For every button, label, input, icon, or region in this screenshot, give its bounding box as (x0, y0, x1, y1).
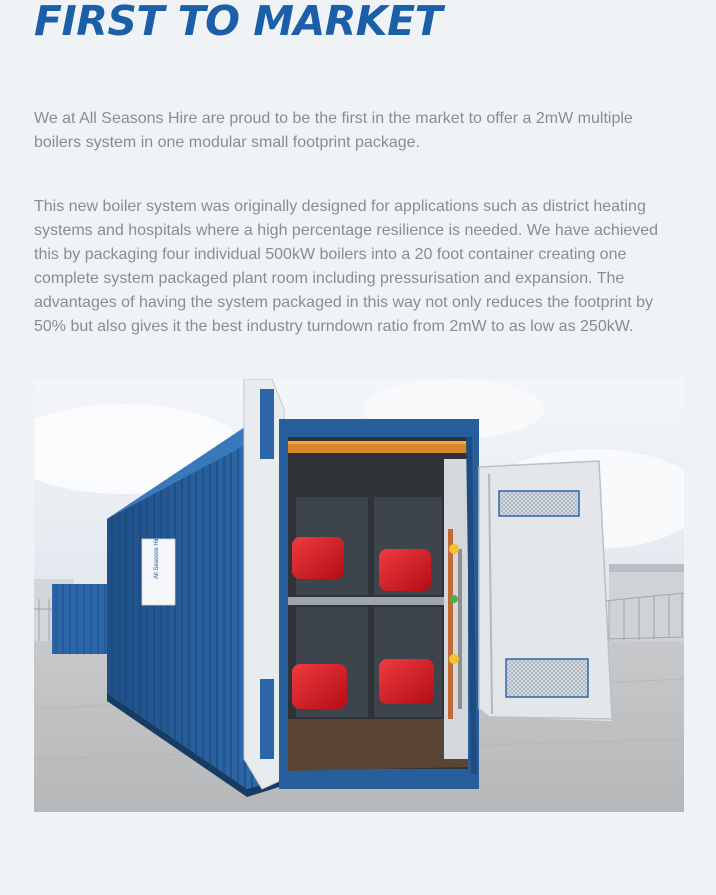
container-sign-text: All Seasons Hire (154, 534, 160, 579)
boiler-container-photo (34, 379, 684, 812)
page-title: FIRST TO MARKET (34, 0, 443, 45)
intro-paragraph: We at All Seasons Hire are proud to be the first in the market to offer a 2mW multiple boilers system in one modular small footprint package. (34, 110, 633, 151)
description-paragraph: This new boiler system was originally designed for applications such as district heating systems and hospitals where a high percentage resilience is needed. We have achieved this by packaging four individual 500kW boilers into a 20 foot container creating one complete system packaged plant room including pressurisation and expansion. The advantages of having the system packaged in this way not only reduces the footprint by 50% but also gives it the best industry turndown ratio from 2mW to as low as 250kW. (34, 198, 659, 335)
